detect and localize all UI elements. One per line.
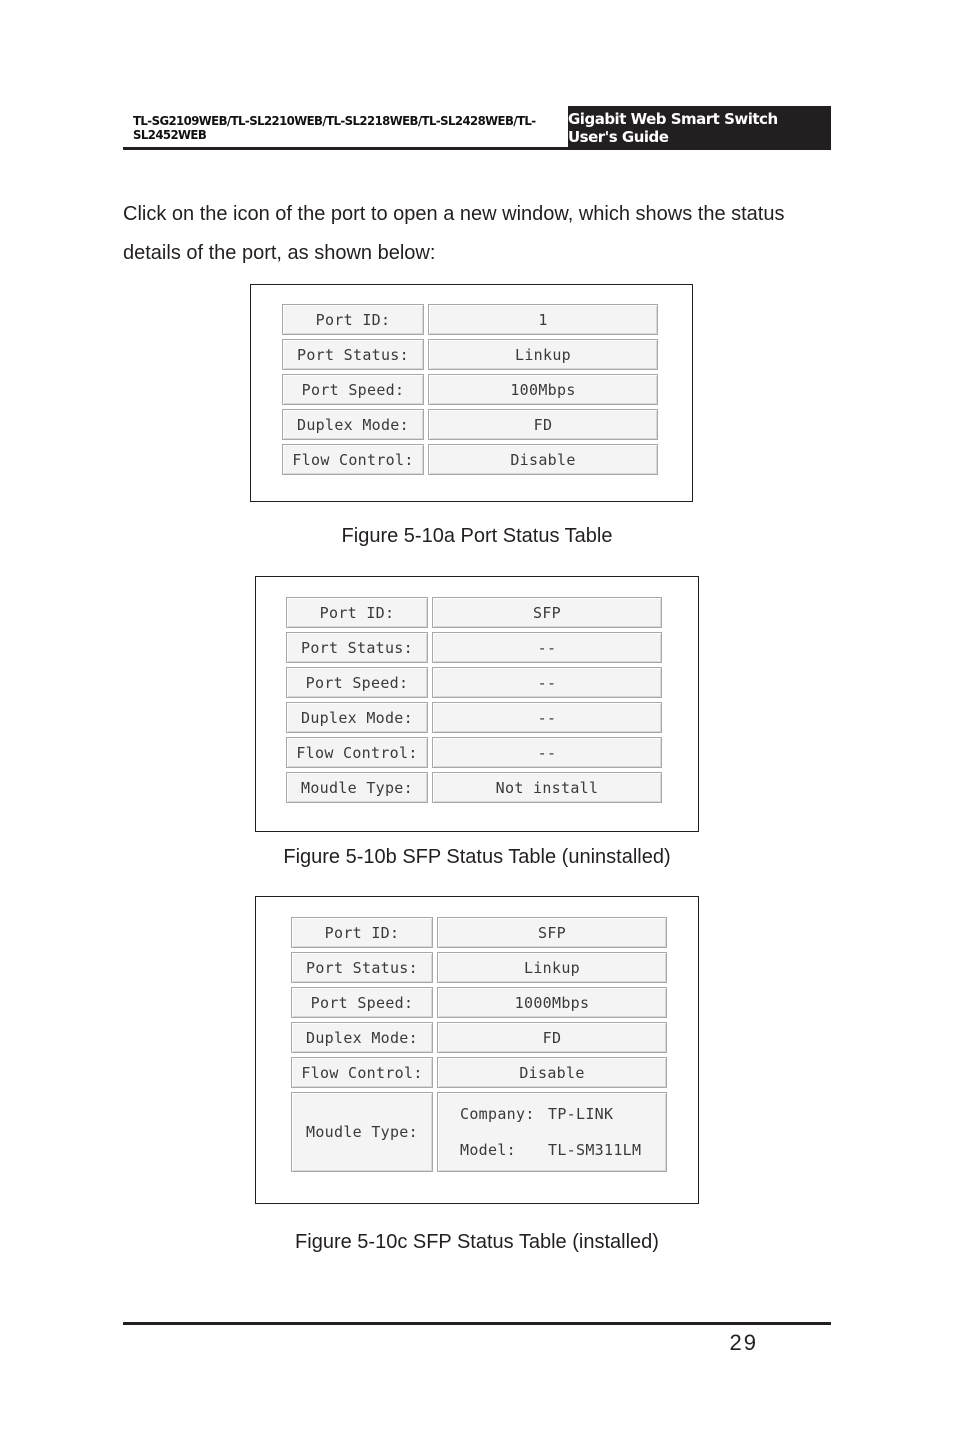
figure-b-frame xyxy=(255,576,699,832)
port-speed-value: -- xyxy=(432,667,662,698)
duplex-mode-label: Duplex Mode: xyxy=(291,1022,433,1053)
figure-c-frame xyxy=(255,896,699,1204)
duplex-mode-value: FD xyxy=(428,409,658,440)
port-id-value: SFP xyxy=(432,597,662,628)
port-status-label: Port Status: xyxy=(291,952,433,983)
flow-control-label: Flow Control: xyxy=(291,1057,433,1088)
port-speed-value: 1000Mbps xyxy=(437,987,667,1018)
port-status-label: Port Status: xyxy=(282,339,424,370)
figure-c-caption: Figure 5-10c SFP Status Table (installed) xyxy=(295,1231,659,1253)
flow-control-value: Disable xyxy=(428,444,658,475)
module-model-row xyxy=(460,1132,666,1168)
table-row xyxy=(282,409,658,440)
duplex-mode-label: Duplex Mode: xyxy=(282,409,424,440)
flow-control-value: Disable xyxy=(437,1057,667,1088)
company-key: Company: xyxy=(460,1105,535,1123)
table-row xyxy=(286,597,662,628)
duplex-mode-value: FD xyxy=(437,1022,667,1053)
sfp-uninstalled-table xyxy=(282,593,666,807)
figure-b-caption: Figure 5-10b SFP Status Table (uninstalled) xyxy=(283,846,671,868)
footer-divider xyxy=(123,1322,831,1325)
duplex-mode-value: -- xyxy=(432,702,662,733)
header-model-list: TL-SG2109WEB/TL-SL2210WEB/TL-SL2218WEB/TL-SL2428WEB/TL-SL2452WEB xyxy=(133,114,536,142)
port-id-label: Port ID: xyxy=(282,304,424,335)
company-value: TP-LINK xyxy=(548,1105,614,1123)
model-key: Model: xyxy=(460,1141,516,1159)
table-row xyxy=(286,667,662,698)
table-row xyxy=(291,1092,667,1172)
module-company-row xyxy=(460,1096,666,1132)
figure-a-frame xyxy=(250,284,693,502)
module-type-label: Moudle Type: xyxy=(286,772,428,803)
module-type-label: Moudle Type: xyxy=(291,1092,433,1172)
header-divider xyxy=(123,147,831,150)
model-value: TL-SM311LM xyxy=(548,1141,642,1159)
sfp-installed-table xyxy=(287,913,671,1176)
port-status-value: Linkup xyxy=(437,952,667,983)
duplex-mode-label: Duplex Mode: xyxy=(286,702,428,733)
port-status-value: -- xyxy=(432,632,662,663)
table-row xyxy=(291,1057,667,1088)
table-row xyxy=(286,737,662,768)
table-row xyxy=(282,444,658,475)
port-speed-label: Port Speed: xyxy=(286,667,428,698)
table-row xyxy=(291,987,667,1018)
page-number: 29 xyxy=(729,1330,758,1355)
table-row xyxy=(282,304,658,335)
table-row xyxy=(282,339,658,370)
table-row xyxy=(291,952,667,983)
table-row xyxy=(291,917,667,948)
port-speed-label: Port Speed: xyxy=(282,374,424,405)
flow-control-value: -- xyxy=(432,737,662,768)
flow-control-label: Flow Control: xyxy=(286,737,428,768)
port-id-value: 1 xyxy=(428,304,658,335)
figure-a-caption: Figure 5-10a Port Status Table xyxy=(341,525,613,547)
intro-paragraph: Click on the icon of the port to open a new window, which shows the status details of the port, as shown below: xyxy=(123,203,785,264)
port-status-label: Port Status: xyxy=(286,632,428,663)
table-row xyxy=(286,772,662,803)
module-type-value xyxy=(437,1092,667,1172)
flow-control-label: Flow Control: xyxy=(282,444,424,475)
table-row xyxy=(286,702,662,733)
port-status-value: Linkup xyxy=(428,339,658,370)
header-guide-title: Gigabit Web Smart Switch User's Guide xyxy=(568,106,831,150)
port-status-table xyxy=(278,300,662,479)
table-row xyxy=(282,374,658,405)
port-id-value: SFP xyxy=(437,917,667,948)
port-speed-label: Port Speed: xyxy=(291,987,433,1018)
port-speed-value: 100Mbps xyxy=(428,374,658,405)
port-id-label: Port ID: xyxy=(291,917,433,948)
table-row xyxy=(291,1022,667,1053)
port-id-label: Port ID: xyxy=(286,597,428,628)
module-type-value: Not install xyxy=(432,772,662,803)
table-row xyxy=(286,632,662,663)
